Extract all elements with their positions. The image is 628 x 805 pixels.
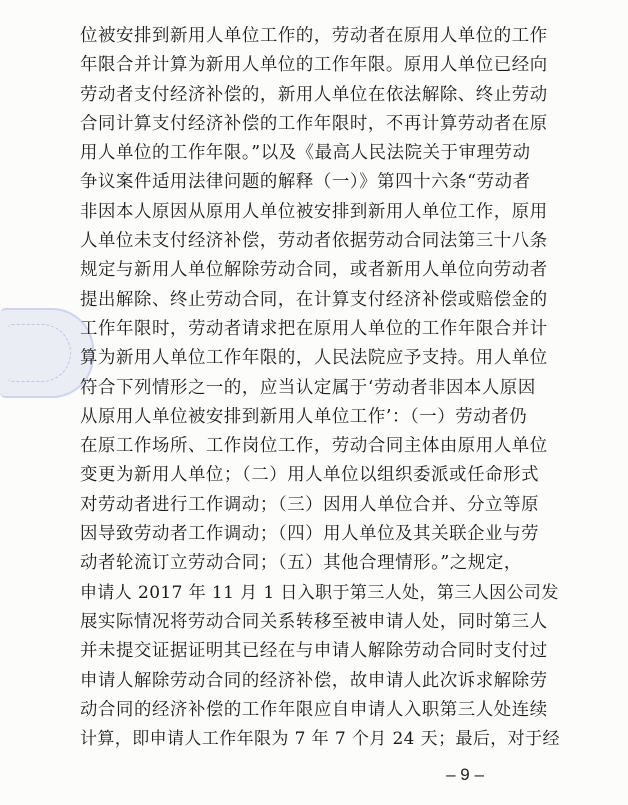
- text-line: 申请人解除劳动合同的经济补偿，故申请人此次诉求解除劳: [80, 670, 548, 691]
- text-line: 从原用人单位被安排到新用人单位工作’：（一）劳动者仍: [80, 406, 528, 427]
- text-line: 符合下列情形之一的，应当认定属于‘劳动者非因本人原因: [80, 377, 536, 398]
- text-line: 并未提交证据证明其已经在与申请人解除劳动合同时支付过: [80, 641, 548, 662]
- text-line: 展实际情况将劳动合同关系转移至被申请人处，同时第三人: [80, 611, 548, 632]
- text-line: 动者轮流订立劳动合同；（五）其他合理情形。”之规定，: [80, 553, 522, 574]
- text-line: 用人单位的工作年限。”以及《最高人民法院关于审理劳动: [80, 143, 531, 164]
- page-number: – 9 –: [446, 765, 484, 784]
- text-line: 合同计算支付经济补偿的工作年限时，不再计算劳动者在原: [80, 113, 548, 134]
- text-line: 申请人 2017 年 11 月 1 日入职于第三人处，第三人因公司发: [80, 582, 559, 603]
- text-line: 对劳动者进行工作调动；（三）因用人单位合并、分立等原: [80, 494, 540, 515]
- document-body: [80, 22, 560, 754]
- text-line: 算为新用人单位工作年限的，人民法院应予支持。用人单位: [80, 348, 548, 369]
- text-line: 提出解除、终止劳动合同，在计算支付经济补偿或赔偿金的: [80, 289, 548, 310]
- text-line: 工作年限时，劳动者请求把在原用人单位的工作年限合并计: [80, 318, 548, 339]
- text-line: 非因本人原因从原用人单位被安排到新用人单位工作，原用: [80, 201, 548, 222]
- text-line: 争议案件适用法律问题的解释（一）》第四十六条“劳动者: [80, 172, 531, 193]
- text-line: 计算，即申请人工作年限为 7 年 7 个月 24 天；最后，对于经: [80, 729, 560, 750]
- seal-stamp-inner: [8, 324, 71, 382]
- text-line: 在原工作场所、工作岗位工作，劳动合同主体由原用人单位: [80, 436, 548, 457]
- text-line: 因导致劳动者工作调动；（四）用人单位及其关联企业与劳: [80, 524, 540, 545]
- text-line: 变更为新用人单位；（二）用人单位以组织委派或任命形式: [80, 465, 540, 486]
- text-line: 人单位未支付经济补偿，劳动者依据劳动合同法第三十八条: [80, 231, 548, 252]
- text-line: 位被安排到新用人单位工作的，劳动者在原用人单位的工作: [80, 26, 548, 46]
- text-line: 年限合并计算为新用人单位的工作年限。原用人单位已经向: [80, 55, 548, 76]
- text-line: 劳动者支付经济补偿的，新用人单位在依法解除、终止劳动: [80, 84, 548, 105]
- text-line: 规定与新用人单位解除劳动合同，或者新用人单位向劳动者: [80, 260, 548, 281]
- text-line: 动合同的经济补偿的工作年限应自申请人入职第三人处连续: [80, 699, 548, 720]
